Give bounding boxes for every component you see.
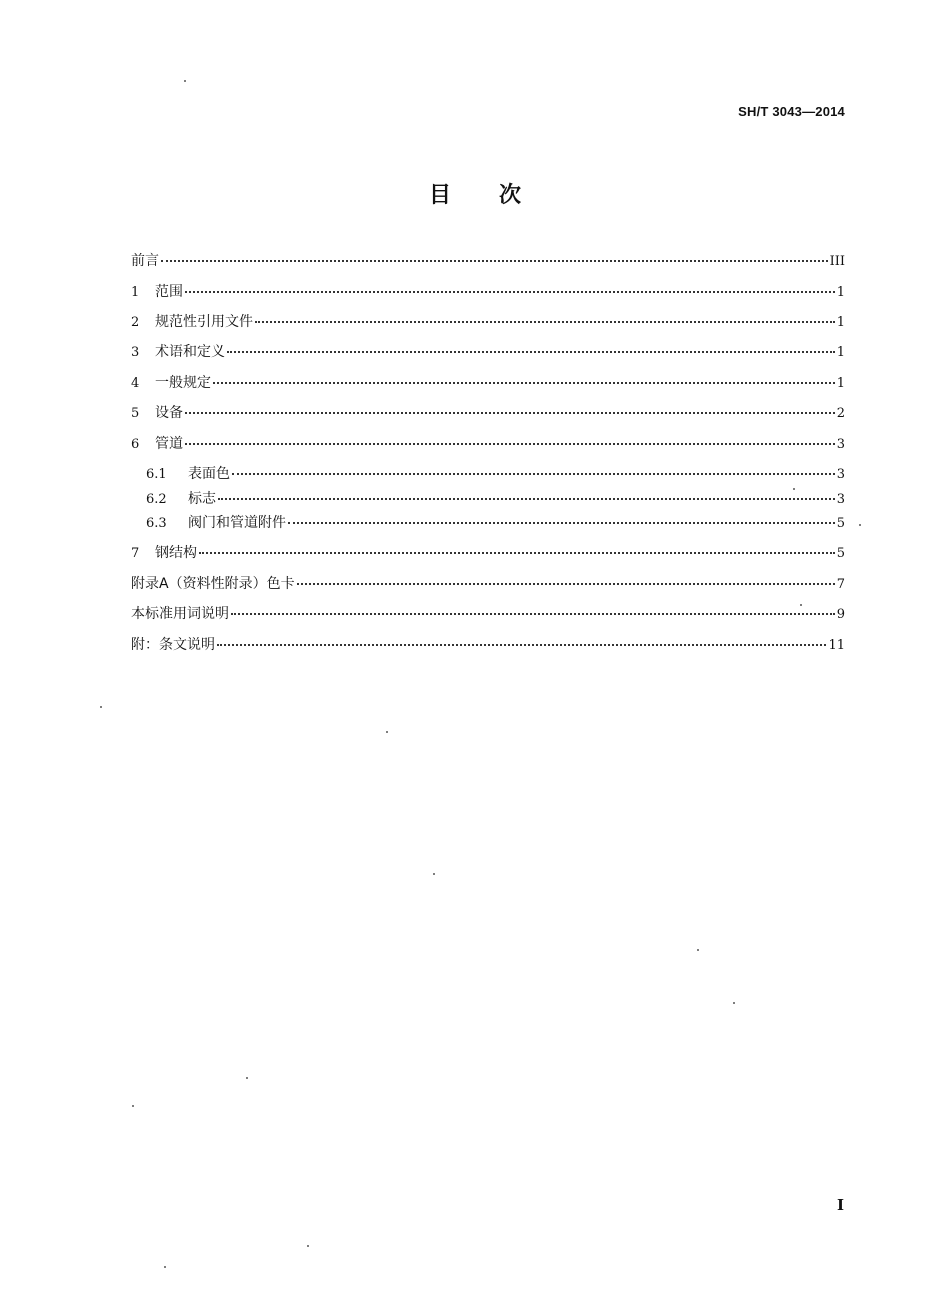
scan-speck <box>246 1077 248 1079</box>
toc-label: 规范性引用文件 <box>155 314 253 330</box>
toc-entry-scope[interactable] <box>131 283 845 301</box>
dot-leader <box>255 321 835 323</box>
dot-leader <box>161 260 828 262</box>
toc-entry-equipment[interactable] <box>131 404 845 422</box>
toc-page: 3 <box>836 492 845 507</box>
toc-page: III <box>829 254 845 269</box>
toc-entry-steel-structure[interactable] <box>131 544 845 562</box>
toc-label: 术语和定义 <box>155 344 225 360</box>
toc-label: 本标准用词说明 <box>131 606 229 622</box>
toc-number: 5 <box>131 406 140 421</box>
scan-speck <box>733 1002 735 1004</box>
toc-entry-surface-color[interactable] <box>146 465 845 483</box>
dot-leader <box>227 351 835 353</box>
toc-number: 6.2 <box>146 492 167 507</box>
toc-label: 设备 <box>155 405 183 421</box>
toc-page: 1 <box>836 315 845 330</box>
toc-page: 3 <box>836 467 845 482</box>
dot-leader <box>199 552 835 554</box>
scan-speck <box>386 731 388 733</box>
toc-label: 附：条文说明 <box>131 637 215 653</box>
toc-label: 标志 <box>188 491 216 507</box>
toc-entry-piping[interactable] <box>131 435 845 453</box>
standard-code: SH/T 3043—2014 <box>738 104 845 119</box>
dot-leader <box>297 583 835 585</box>
toc-label: 管道 <box>155 436 183 452</box>
toc-page: 3 <box>836 437 845 452</box>
dot-leader <box>218 498 835 500</box>
toc-label: 一般规定 <box>155 375 211 391</box>
dot-leader <box>231 613 835 615</box>
toc-number: 4 <box>131 376 140 391</box>
title-char-1: 目 <box>428 183 451 208</box>
toc-number: 2 <box>131 315 140 330</box>
toc-entry-explanation[interactable] <box>131 636 845 654</box>
toc-label: 钢结构 <box>155 545 197 561</box>
dot-leader <box>185 443 835 445</box>
scan-speck <box>132 1105 134 1107</box>
toc-number: 7 <box>131 546 140 561</box>
toc-page: 2 <box>836 406 845 421</box>
toc-page: 9 <box>836 607 845 622</box>
toc-entry-valves[interactable] <box>146 514 845 532</box>
page-title <box>0 178 950 209</box>
scan-speck <box>800 604 802 606</box>
toc-page: 7 <box>836 577 845 592</box>
toc-page: 1 <box>836 345 845 360</box>
scan-speck <box>793 488 795 490</box>
toc-label: 附录A（资料性附录）色卡 <box>131 576 295 592</box>
toc-page: 5 <box>836 546 845 561</box>
dot-leader <box>185 412 835 414</box>
dot-leader <box>185 291 835 293</box>
toc-entry-normative-references[interactable] <box>131 313 845 331</box>
toc-entry-wording[interactable] <box>131 605 845 623</box>
scan-speck <box>697 949 699 951</box>
toc-number: 6.3 <box>146 516 167 531</box>
toc-number: 3 <box>131 345 140 360</box>
toc-label: 阀门和管道附件 <box>188 515 286 531</box>
toc-entry-appendix-a[interactable] <box>131 575 845 593</box>
toc-page: 11 <box>828 638 845 653</box>
dot-leader <box>213 382 835 384</box>
dot-leader <box>288 522 835 524</box>
page-number: I <box>836 1196 844 1214</box>
scan-speck <box>100 706 102 708</box>
toc-entry-terms[interactable] <box>131 343 845 361</box>
scan-speck <box>164 1266 166 1268</box>
toc-entry-general[interactable] <box>131 374 845 392</box>
toc-label: 范围 <box>155 284 183 300</box>
toc-number: 1 <box>131 285 140 300</box>
toc-label: 表面色 <box>188 466 230 482</box>
toc-number: 6 <box>131 437 140 452</box>
toc-page: 1 <box>836 376 845 391</box>
toc-label: 前言 <box>131 253 159 269</box>
toc-entry-foreword[interactable] <box>131 252 845 270</box>
scan-speck <box>307 1245 309 1247</box>
title-char-2: 次 <box>499 183 522 208</box>
scan-speck <box>433 873 435 875</box>
toc-page: 1 <box>836 285 845 300</box>
toc-number: 6.1 <box>146 467 167 482</box>
scan-speck <box>859 524 861 526</box>
dot-leader <box>232 473 835 475</box>
dot-leader <box>217 644 826 646</box>
scan-speck <box>184 80 186 82</box>
toc-page: 5 <box>836 516 845 531</box>
toc-entry-marking[interactable] <box>146 490 845 508</box>
